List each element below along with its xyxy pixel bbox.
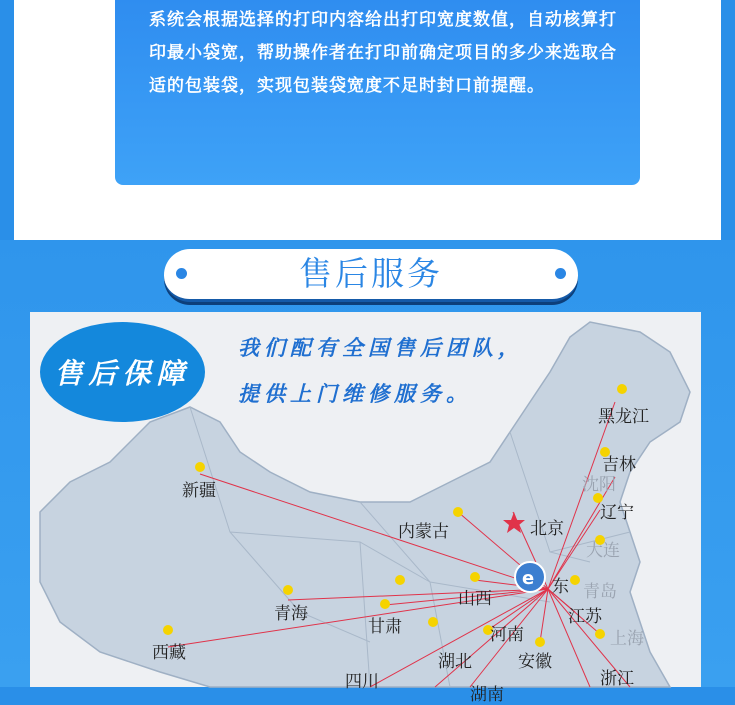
city-label-shanghai: 上海 — [610, 629, 644, 649]
city-label-hunan: 湖南 — [470, 685, 504, 705]
city-label-shenyang: 沈阳 — [582, 475, 616, 495]
city-label-shanxi: 山西 — [458, 589, 492, 609]
city-label-qingdao: 青岛 — [583, 582, 617, 602]
badge-text: 售后保障 — [54, 357, 191, 390]
city-label-henan: 河南 — [490, 625, 524, 645]
city-label-gansu: 甘肃 — [368, 617, 402, 637]
city-label-shandong: 东 — [552, 577, 569, 597]
info-card — [115, 0, 640, 185]
city-label-jiangsu: 江苏 — [568, 607, 602, 627]
slogan-line-1: 我们配有全国售后团队， — [238, 335, 524, 360]
city-label-anhui: 安徽 — [518, 652, 552, 672]
city-label-xinjiang: 新疆 — [182, 481, 216, 501]
hub-logo — [515, 562, 545, 592]
city-label-jilin: 吉林 — [602, 455, 636, 475]
banner-right-dot — [555, 268, 566, 279]
service-map — [30, 312, 701, 705]
city-label-dalian: 大连 — [586, 541, 620, 561]
svg-text:e: e — [522, 568, 535, 589]
city-label-neimenggu: 内蒙古 — [398, 522, 449, 542]
info-card-text: 系统会根据选择的打印内容给出打印宽度数值，自动核算打印最小袋宽，帮助操作者在打印前确定项目的多少来选取合适的包装袋，实现包装袋宽度不足时封口前提醒。 — [149, 10, 617, 96]
slogan-line-2: 提供上门维修服务。 — [238, 381, 472, 406]
city-label-xizang: 西藏 — [152, 643, 186, 663]
city-label-hubei: 湖北 — [438, 652, 472, 672]
city-label-liaoning: 辽宁 — [600, 503, 634, 523]
city-label-zhejiang: 浙江 — [600, 669, 634, 689]
after-sales-badge — [40, 322, 205, 422]
city-label-qinghai: 青海 — [274, 604, 308, 624]
city-label-heilongjiang: 黑龙江 — [598, 407, 649, 427]
city-label-sichuan: 四川 — [345, 672, 379, 692]
banner-title: 售后服务 — [299, 254, 443, 293]
city-label-beijing: 北京 — [530, 519, 564, 539]
section-banner — [164, 249, 578, 302]
